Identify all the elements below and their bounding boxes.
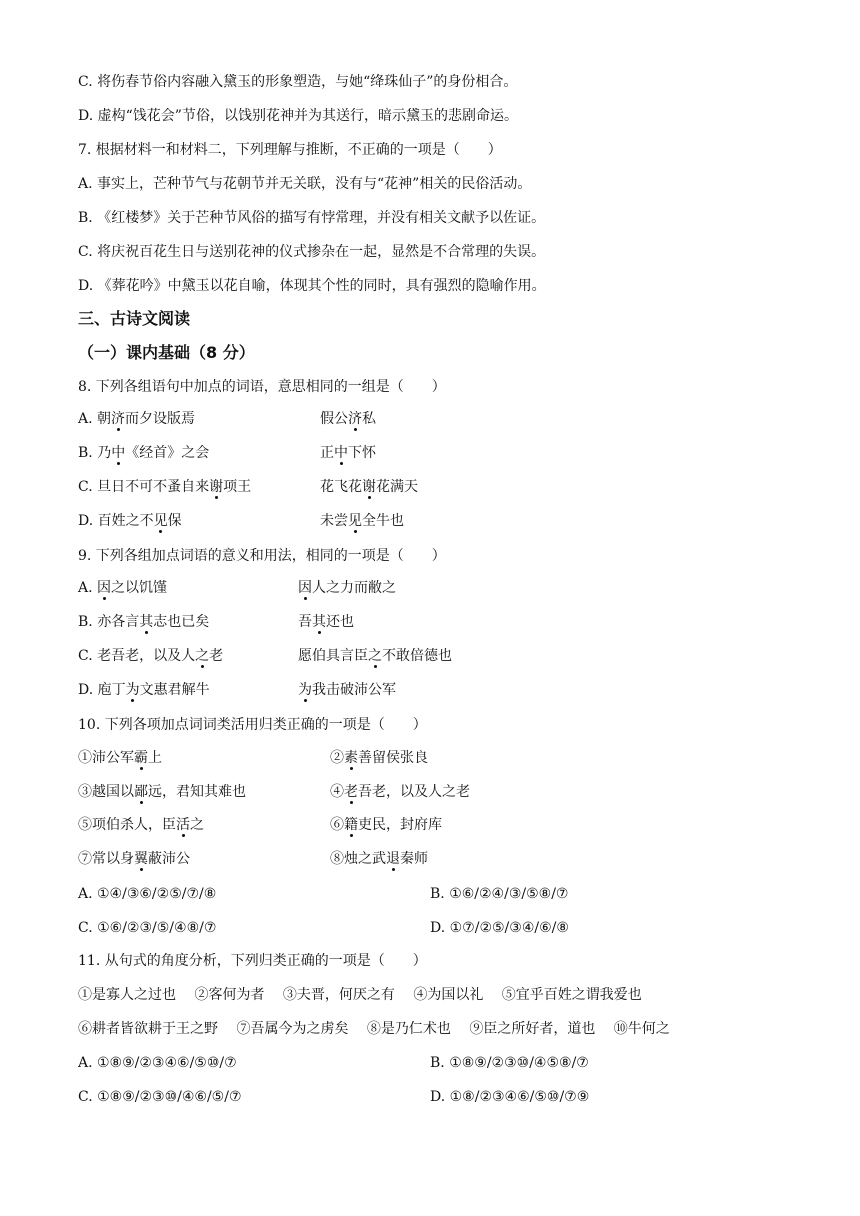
q6-option-d: D. 虚构“饯花会”节俗，以饯别花神并为其送行，暗示黛玉的悲剧命运。 [78,108,518,124]
emphasis-char: 谢 [209,479,224,495]
q10-item: ②素善留侯张良 [330,750,428,766]
q10-option-d: D. ①⑦/②⑤/③④/⑥/⑧ [430,920,569,936]
q11-option-b: B. ①⑧⑨/②③⑩/④⑤⑧/⑦ [430,1055,589,1071]
emphasis-char: 翼 [134,851,148,867]
emphasis-char: 退 [386,851,400,867]
q7-option-d: D. 《葬花吟》中黛玉以花自喻，体现其个性的同时，具有强烈的隐喻作用。 [78,278,546,294]
q10-item: ⑥籍吏民，封府库 [330,817,442,833]
q10-option-a: A. ①④/③⑥/②⑤/⑦/⑧ [78,886,217,902]
q7-option-b: B. 《红楼梦》关于芒种节风俗的描写有悖常理，并没有相关文献予以佐证。 [78,210,546,226]
q9-option-d-left: D. 庖丁为文惠君解牛 [78,682,210,698]
emphasis-char: 之 [195,648,210,664]
q9-option-b-right: 吾其还也 [298,614,354,630]
emphasis-char: 鄙 [134,784,148,800]
emphasis-char: 之 [368,648,382,664]
emphasis-char: 为 [125,682,140,698]
q9-stem: 9. 下列各组加点词语的意义和用法，相同的一项是（ ） [78,548,446,564]
q8-option-c-left: C. 旦日不可不蚤自来谢项王 [78,479,252,495]
q7-option-a: A. 事实上，芒种节气与花朝节并无关联，没有与“花神”相关的民俗活动。 [78,176,532,192]
q11-option-c: C. ①⑧⑨/②③⑩/④⑥/⑤/⑦ [78,1089,242,1105]
q8-option-d-right: 未尝见全牛也 [320,513,404,529]
q11-option-d: D. ①⑧/②③④⑥/⑤⑩/⑦⑨ [430,1089,590,1105]
q11-sentences-2: ⑥耕者皆欲耕于王之野 ⑦吾属今为之虏矣 ⑧是乃仁术也 ⑨臣之所好者，道也 ⑩牛何之 [78,1021,670,1037]
q10-item: ⑦常以身翼蔽沛公 [78,851,190,867]
q8-option-c-right: 花飞花谢花满天 [320,479,418,495]
q10-item: ⑤项伯杀人，臣活之 [78,817,204,833]
q9-option-a-left: A. 因之以饥馑 [78,580,168,596]
q8-option-d-left: D. 百姓之不见保 [78,513,182,529]
section-subtitle: （一）课内基础（8 分） [78,343,255,362]
emphasis-char: 籍 [344,817,358,833]
q10-stem: 10. 下列各项加点词词类活用归类正确的一项是（ ） [78,717,427,733]
q8-option-b-right: 正中下怀 [320,445,376,461]
q10-item: ③越国以鄙远，君知其难也 [78,784,246,800]
emphasis-char: 其 [312,614,326,630]
q9-option-c-right: 愿伯具言臣之不敢倍德也 [298,648,452,664]
emphasis-char: 为 [298,682,312,698]
q10-option-c: C. ①⑥/②③/⑤/④⑧/⑦ [78,920,217,936]
q10-item: ⑧烛之武退秦师 [330,851,428,867]
emphasis-char: 活 [176,817,190,833]
emphasis-char: 中 [111,445,126,461]
emphasis-char: 谢 [362,479,376,495]
q8-option-a-right: 假公济私 [320,411,376,427]
q8-stem: 8. 下列各组语句中加点的词语，意思相同的一组是（ ） [78,379,446,395]
q10-item: ①沛公军霸上 [78,750,162,766]
emphasis-char: 见 [348,513,362,529]
q7-stem: 7. 根据材料一和材料二，下列理解与推断，不正确的一项是（ ） [78,142,502,158]
q10-option-b: B. ①⑥/②④/③/⑤⑧/⑦ [430,886,569,902]
emphasis-char: 中 [334,445,348,461]
q9-option-d-right: 为我击破沛公军 [298,682,396,698]
q8-option-b-left: B. 乃中《经首》之会 [78,445,210,461]
emphasis-char: 素 [344,750,358,766]
section-title: 三、古诗文阅读 [78,309,191,328]
q7-option-c: C. 将庆祝百花生日与送别花神的仪式掺杂在一起，显然是不合常理的失误。 [78,244,546,260]
emphasis-char: 因 [298,580,312,596]
emphasis-char: 其 [139,614,154,630]
emphasis-char: 老 [344,784,358,800]
q11-option-a: A. ①⑧⑨/②③④⑥/⑤⑩/⑦ [78,1055,237,1071]
emphasis-char: 见 [153,513,168,529]
q11-sentences-1: ①是寡人之过也 ②客何为者 ③夫晋，何厌之有 ④为国以礼 ⑤宜乎百姓之谓我爱也 [78,987,642,1003]
q9-option-a-right: 因人之力而敝之 [298,580,396,596]
q10-item: ④老吾老，以及人之老 [330,784,470,800]
emphasis-char: 济 [111,411,126,427]
q9-option-b-left: B. 亦各言其志也已矣 [78,614,210,630]
q8-option-a-left: A. 朝济而夕设版焉 [78,411,196,427]
q9-option-c-left: C. 老吾老，以及人之老 [78,648,224,664]
q6-option-c: C. 将伤春节俗内容融入黛玉的形象塑造，与她“绛珠仙子”的身份相合。 [78,74,518,90]
emphasis-char: 济 [348,411,362,427]
q11-stem: 11. 从句式的角度分析，下列归类正确的一项是（ ） [78,953,427,969]
emphasis-char: 因 [97,580,112,596]
emphasis-char: 霸 [134,750,148,766]
